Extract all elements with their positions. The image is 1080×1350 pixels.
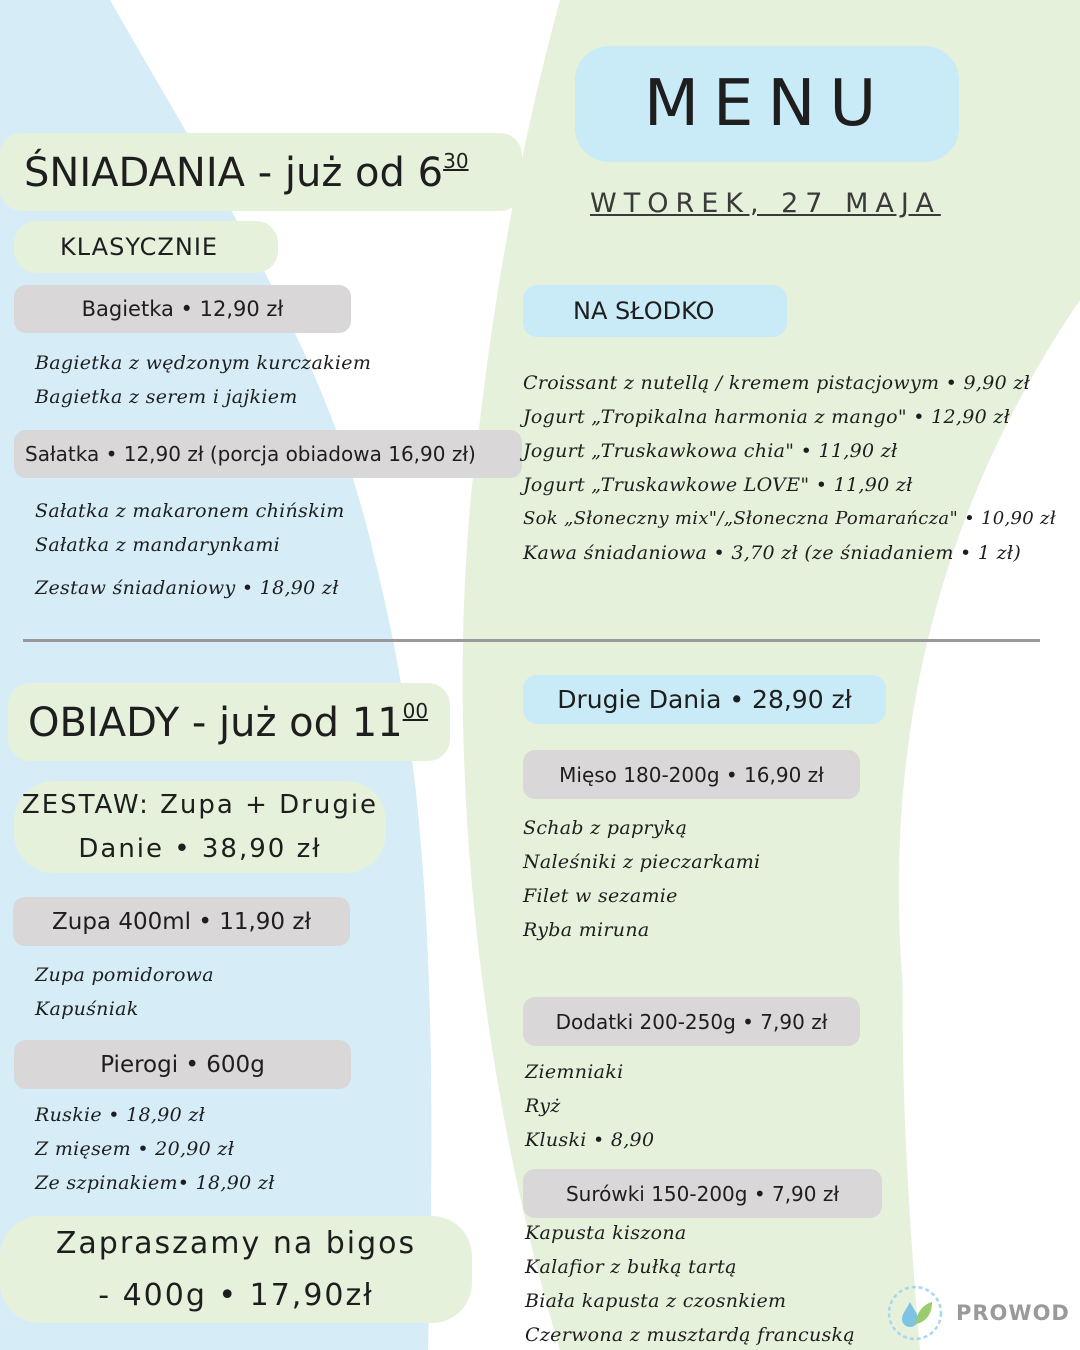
sides-badge: Dodatki 200-250g • 7,90 zł [523,997,860,1046]
soup-badge: Zupa 400ml • 11,90 zł [13,897,350,946]
list-item: Kalafior z bułką tartą [525,1256,737,1278]
list-item: Biała kapusta z czosnkiem [525,1290,787,1312]
sweet-badge: NA SŁODKO [523,285,787,337]
list-item: Ze szpinakiem• 18,90 zł [35,1172,275,1194]
list-item: Czerwona z musztardą francuską [525,1324,855,1346]
breakfast-heading-badge [0,133,522,211]
list-item: Zupa pomidorowa [35,964,214,986]
list-item: Croissant z nutellą / kremem pistacjowym • 9,90 zł [523,372,1031,394]
mains-badge: Drugie Dania • 28,90 zł [523,675,886,724]
salad-badge: Sałatka • 12,90 zł (porcja obiadowa 16,90 zł) [14,430,522,478]
list-item: Ryba miruna [523,919,650,941]
list-item: Jogurt „Truskawkowa chia" • 11,90 zł [523,440,898,462]
list-item: Schab z papryką [523,817,688,839]
list-item: Jogurt „Truskawkowe LOVE" • 11,90 zł [523,474,913,496]
list-item: Sałatka z makaronem chińskim [35,500,345,522]
list-item: Sok „Słoneczny mix"/„Słoneczna Pomarańcza" • 10,90 zł [523,508,1056,529]
baguette-badge: Bagietka • 12,90 zł [14,285,351,333]
menu-title-badge [575,46,959,162]
water-leaf-icon [886,1284,944,1342]
list-item: Kawa śniadaniowa • 3,70 zł (ze śniadaniem • 1 zł) [523,542,1022,564]
list-item: Z mięsem • 20,90 zł [35,1138,235,1160]
date-label: WTOREK, 27 MAJA [590,188,941,219]
list-item: Filet w sezamie [523,885,678,907]
list-item: Kluski • 8,90 [525,1129,655,1151]
logo [886,1284,1070,1342]
list-item: Kapusta kiszona [525,1222,687,1244]
breakfast-heading: ŚNIADANIA - już od $6^{30}$ [24,148,469,196]
lunch-set-badge: ZESTAW: Zupa + Drugie Danie • 38,90 zł [14,781,386,873]
list-item: Sałatka z mandarynkami [35,534,281,556]
list-item: Kapuśniak [35,998,139,1020]
list-item: Bagietka z wędzonym kurczakiem [35,352,372,374]
list-item: Naleśniki z pieczarkami [523,851,761,873]
salads-badge: Surówki 150-200g • 7,90 zł [523,1169,882,1218]
section-divider [23,639,1040,642]
menu-title: MENU [643,67,891,141]
list-item: Ruskie • 18,90 zł [35,1104,206,1126]
breakfast-set: Zestaw śniadaniowy • 18,90 zł [35,577,339,599]
list-item: Bagietka z serem i jajkiem [35,386,298,408]
logo-text: PROWOD [956,1301,1070,1325]
lunch-heading: OBIADY - już od $11^{00}$ [28,698,429,746]
list-item: Ryż [525,1095,561,1117]
pierogi-badge: Pierogi • 600g [14,1040,351,1089]
bigos-badge: Zapraszamy na bigos - 400g • 17,90zł [0,1216,472,1323]
meat-badge: Mięso 180-200g • 16,90 zł [523,750,860,799]
list-item: Ziemniaki [525,1061,624,1083]
lunch-heading-badge [8,683,450,761]
list-item: Jogurt „Tropikalna harmonia z mango" • 12,90 zł [523,406,1011,428]
classic-badge: KLASYCZNIE [14,221,278,273]
